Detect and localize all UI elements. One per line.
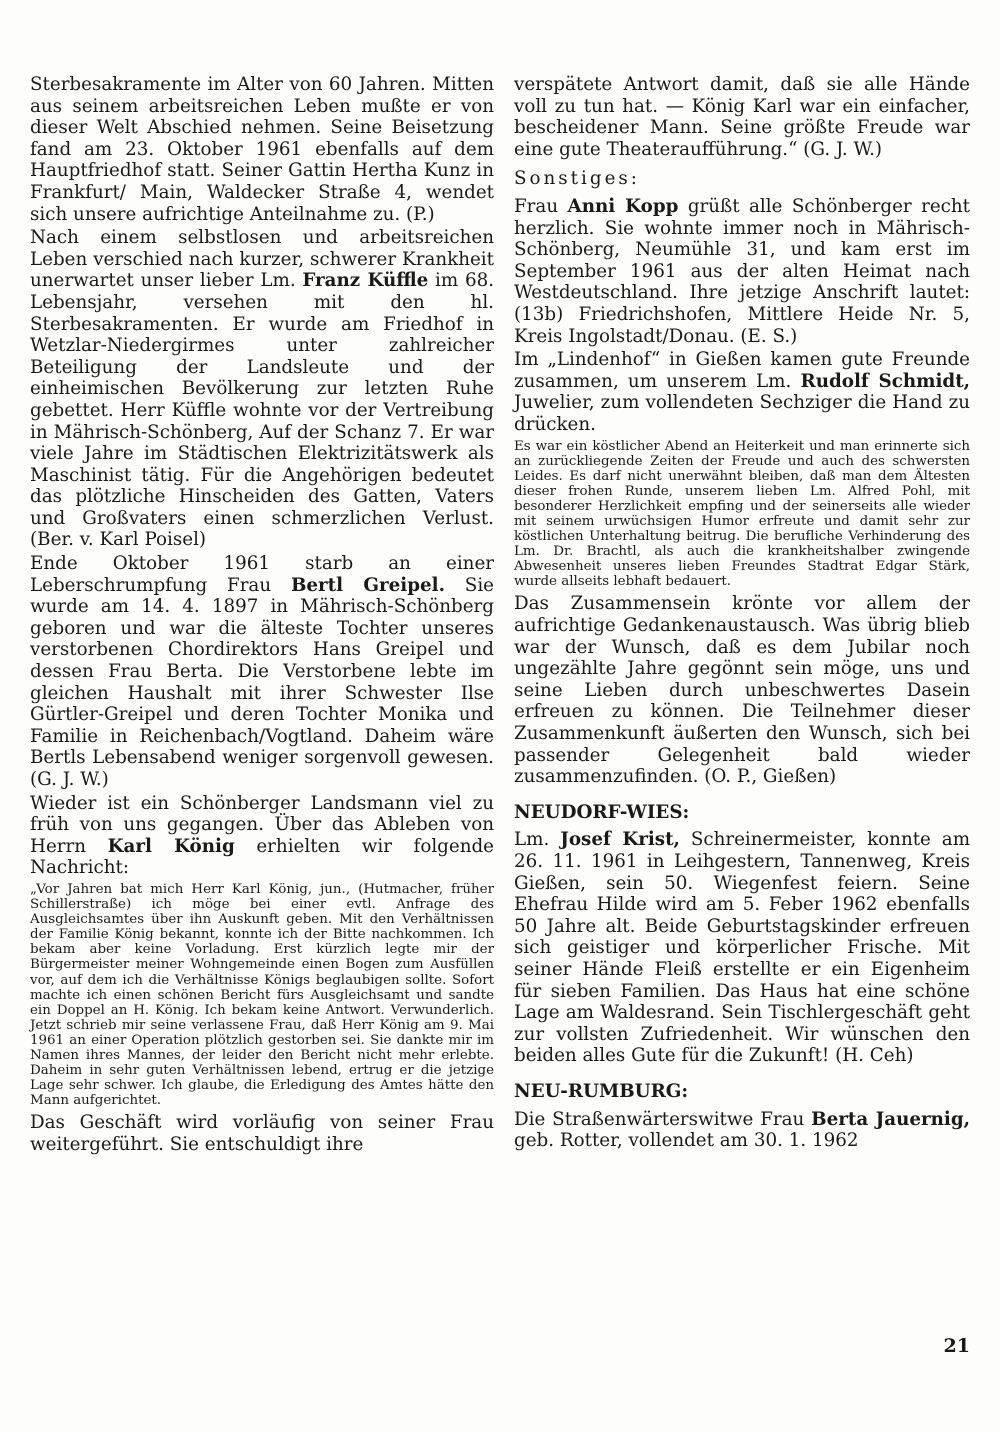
left-column [30, 74, 494, 1158]
koenig-continuation: verspätete Antwort damit, daß sie alle Hände voll zu tun hat. — König Karl war ein einfacher, bescheidener Mann. Seine größte Freude war eine gute Theateraufführung.“ (G. J. W.) [514, 74, 970, 160]
name-karl-koenig: Karl König [107, 835, 235, 857]
obituary-koenig: Wieder ist ein Schönberger Landsmann viel zu früh von uns gegangen. Über das Ableben von Herrn Karl König erhielten wir folgende Nachricht: [30, 792, 494, 879]
obituary-greipel: Ende Oktober 1961 starb an einer Leberschrumpfung Frau Bertl Greipel. Sie wurde am 14. 4. 1897 in Mährisch-Schönberg geboren und war die älteste Tochter unseres verstorbenen Chordirektors Hans Greipel und dessen Frau Berta. Die Verstorbene lebte im gleichen Haushalt mit ihrer Schwester Ilse Gürtler-Greipel und deren Tochter Monika und Familie in Reichenbach/Vogtland. Daheim wäre Bertls Lebensabend weniger sorgenvoll gewesen. (G. J. W.) [30, 553, 494, 790]
section-heading-neudorf-wies: NEUDORF-WIES: [514, 801, 690, 823]
koenig-letter-quote: „Vor Jahren bat mich Herr Karl König, jun., (Hutmacher, früher Schillerstraße) ich möge bei einer evtl. Anfrage des Ausgleichsamtes über ihn Auskunft geben. Mit den Verhältnissen der Familie König bekannt, konnte ich der Bitte nachkommen. Ich bekam aber keine Vorladung. Erst kürzlich legte mir der Bürgermeister meiner Wohngemeinde einen Bogen zum Ausfüllen vor, auf dem ich die Verhältnisse Königs beglaubigen sollte. Sofort machte ich einen schönen Bericht fürs Ausgleichsamt und sandte ein Doppel an H. König. Ich bekam keine Antwort. Verwunderlich. Jetzt schrieb mir seine verlassene Frau, daß Herr König am 9. Mai 1961 an einer Operation plötzlich gestorben sei. Sie dankte mir im Namen ihres Mannes, der leider den Bericht nicht mehr erlebte. Daheim in sehr guten Verhältnissen lebend, ertrug er die jetzige Lage sehr schwer. Ich glaube, die Erledigung des Amtes hätte den Mann aufgerichtet. [30, 881, 494, 1109]
birthday-josef-krist: Lm. Josef Krist, Schreinermeister, konnte am 26. 11. 1961 in Leihgestern, Tannenweg, Kreis Gießen, sein 50. Wiegenfest feiern. Seine Ehefrau Hilde wird am 5. Feber 1962 ebenfalls 50 Jahre alt. Beide Geburtstagskinder erfreuen sich geistiger und körperlicher Frische. Mit seiner Hände Fleiß erstellte er ein Eigenheim für sieben Familien. Das Haus hat eine schöne Lage am Waldesrand. Sein Tischlergeschäft geht zur vollsten Zufriedenheit. Wir wünschen den beiden alles Gute für die Zukunft! (H. Ceh) [514, 829, 971, 1067]
koenig-business-note: Das Geschäft wird vorläufig von seiner Frau weitergeführt. Sie entschuldigt ihre [30, 1112, 494, 1155]
name-josef-krist: Josef Krist, [560, 829, 680, 851]
obituary-kunz-end: Sterbesakramente im Alter von 60 Jahren. Mitten aus seinem arbeitsreichen Leben mußte er von dieser Welt Abschied nehmen. Seine Beisetzung fand am 23. Oktober 1961 ebenfalls auf dem Hauptfriedhof statt. Seiner Gattin Hertha Kunz in Frankfurt/ Main, Waldecker Straße 4, wendet sich unsere aufrichtige Anteilnahme zu. (P.) [30, 74, 494, 225]
name-anni-kopp: Anni Kopp [567, 195, 679, 217]
name-bertl-greipel: Bertl Greipel. [290, 574, 445, 596]
obituary-kueffle: Nach einem selbstlosen und arbeitsreichen Leben verschied nach kurzer, schwerer Krankheit unerwartet unser lieber Lm. Franz Küffle im 68. Lebensjahr, versehen mit den hl. Sterbesakramenten. Er wurde am Friedhof in Wetzlar-Niedergirmes unter zahlreicher Beteiligung der Landsleute und der einheimischen Bevölkerung zur letzten Ruhe gebettet. Herr Küffle wohnte vor der Vertreibung in Mährisch-Schönberg, Auf der Schanz 7. Er war viele Jahre im Städtischen Elektrizitätswerk als Maschinist tätig. Für die Angehörigen bedeutet das plötzliche Hinscheiden des Gatten, Vaters und Großvaters einen schmerzlichen Verlust. (Ber. v. Karl Poisel) [30, 227, 495, 551]
right-column [514, 74, 970, 1154]
birthday-rudolf-schmidt: Im „Lindenhof“ in Gießen kamen gute Freunde zusammen, um unserem Lm. Rudolf Schmidt, Juwelier, zum vollendeten Sechziger die Hand zu drücken. [514, 349, 971, 435]
schmidt-closing: Das Zusammensein krönte vor allem der aufrichtige Gedankenaustausch. Was übrig blieb war der Wunsch, daß es dem Jubilar noch ungezählte Jahre gegönnt sein möge, uns und seine Lieben durch unbeschwertes Dasein erfreuen zu können. Die Teilnehmer dieser Zusammenkunft äußerten den Wunsch, sich bei passender Gelegenheit bald wieder zusammenzufinden. (O. P., Gießen) [514, 593, 970, 788]
schmidt-evening-report: Es war ein köstlicher Abend an Heiterkeit und man erinnerte sich an zurückliegende Zeiten der Freude und auch des schwersten Leides. Es darf nicht unerwähnt bleiben, daß man dem Ältesten dieser frohen Runde, unserem lieben Lm. Alfred Pohl, mit besonderer Herzlichkeit empfing und der seinerseits alle wieder mit seinem urwüchsigen Humor erfreute und damit sehr zur köstlichen Unterhaltung beitrug. Die berufliche Verhinderung des Lm. Dr. Brachtl, als auch die krankheitshalber zwingende Abwesenheit unseres lieben Freundes Stadtrat Edgar Stärk, wurde allseits lebhaft bedauert. [514, 438, 970, 590]
section-heading-sonstiges: Sonstiges: [514, 168, 640, 190]
name-berta-jauernig: Berta Jauernig, [811, 1108, 971, 1130]
greeting-anni-kopp: Frau Anni Kopp grüßt alle Schönberger recht herzlich. Sie wohnte immer noch in Mährisch-Schönberg, Neumühle 31, und kam erst im September 1961 aus der alten Heimat nach Westdeutschland. Ihre jetzige Anschrift lautet: (13b) Friedrichshofen, Mittlere Heide Nr. 5, Kreis Ingolstadt/Donau. (E. S.) [514, 195, 970, 347]
name-rudolf-schmidt: Rudolf Schmidt, [800, 370, 971, 392]
name-franz-kueffle: Franz Küffle [302, 270, 429, 292]
page-number: 21 [943, 1335, 970, 1357]
birthday-berta-jauernig: Die Straßenwärterswitwe Frau Berta Jauernig, geb. Rotter, vollendet am 30. 1. 1962 [514, 1108, 971, 1152]
section-heading-neu-rumburg: NEU-RUMBURG: [514, 1080, 689, 1102]
